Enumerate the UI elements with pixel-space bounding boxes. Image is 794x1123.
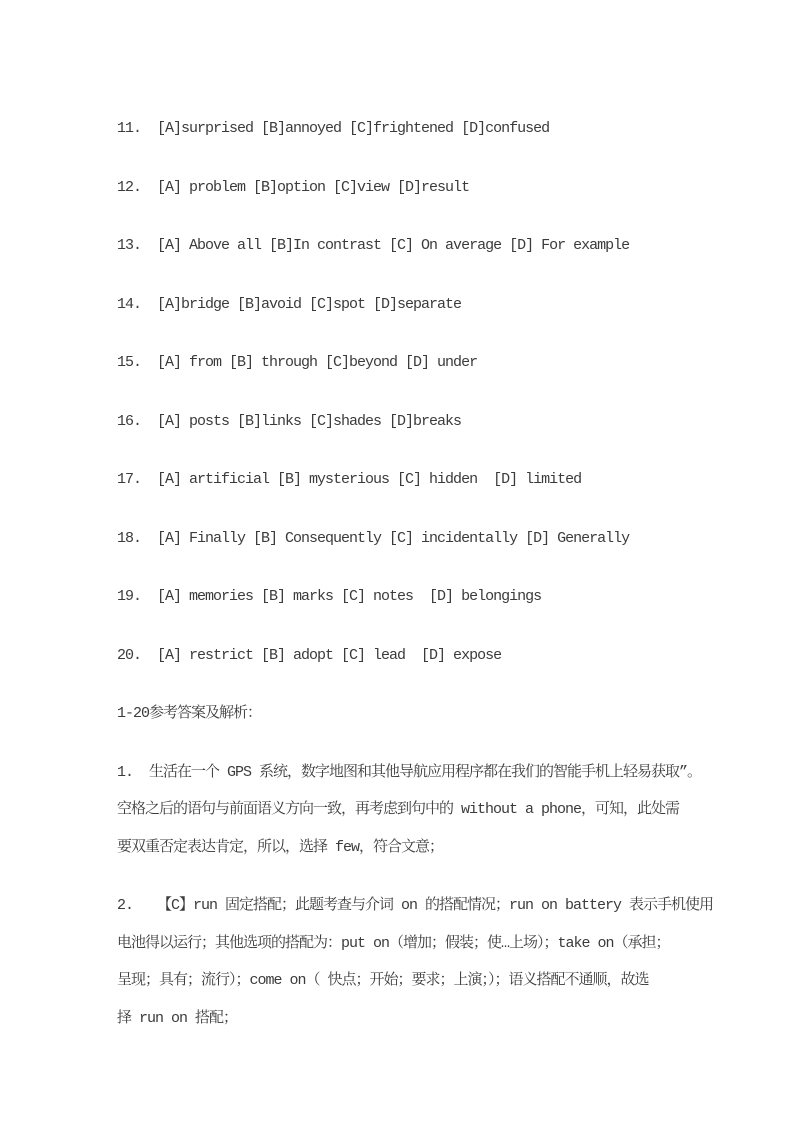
explanation-1-line-1: 1. 生活在一个 GPS 系统，数字地图和其他导航应用程序都在我们的智能手机上轻易获取”。 — [117, 763, 702, 781]
answers-section-heading: 1-20参考答案及解析： — [117, 705, 262, 722]
explanation-2-line-3: 呈现；具有；流行）；come on（ 快点；开始；要求；上演；）；语义搭配不通顺，故选 — [117, 972, 649, 989]
question-16: 16. [A] posts [B]links [C]shades [D]breaks — [117, 412, 462, 430]
question-14: 14. [A]bridge [B]avoid [C]spot [D]separate — [117, 295, 462, 313]
question-12: 12. [A] problem [B]option [C]view [D]result — [117, 178, 470, 196]
explanation-paragraph-1 — [117, 754, 704, 867]
question-19: 19. [A] memories [B] marks [C] notes [D] belongings — [117, 588, 542, 605]
question-18: 18. [A] Finally [B] Consequently [C] incidentally [D] Generally — [117, 529, 630, 547]
explanation-1-line-2: 空格之后的语句与前面语义方向一致，再考虑到句中的 without a phone，可知，此处需 — [117, 801, 680, 818]
question-11: 11. [A]surprised [B]annoyed [C]frightened [D]confused — [117, 120, 550, 137]
document-content — [117, 110, 714, 1058]
question-20: 20. [A] restrict [B] adopt [C] lead [D] expose — [117, 646, 502, 664]
question-13: 13. [A] Above all [B]In contrast [C] On average [D] For example — [117, 237, 630, 254]
explanation-2-line-2: 电池得以运行；其他选项的搭配为：put on（增加；假装；使…上场）；take on（承担； — [117, 934, 670, 952]
explanation-1-line-3: 要双重否定表达肯定，所以，选择 few，符合文意； — [117, 838, 444, 856]
question-17: 17. [A] artificial [B] mysterious [C] hidden [D] limited — [117, 471, 582, 488]
explanation-2-line-4: 择 run on 搭配； — [117, 1009, 238, 1027]
explanation-paragraph-2 — [117, 887, 714, 1037]
question-15: 15. [A] from [B] through [C]beyond [D] under — [117, 354, 478, 371]
explanation-2-line-1: 2. 【C】run 固定搭配；此题考查与介词 on 的搭配情况；run on battery 表示手机使用 — [117, 897, 714, 914]
